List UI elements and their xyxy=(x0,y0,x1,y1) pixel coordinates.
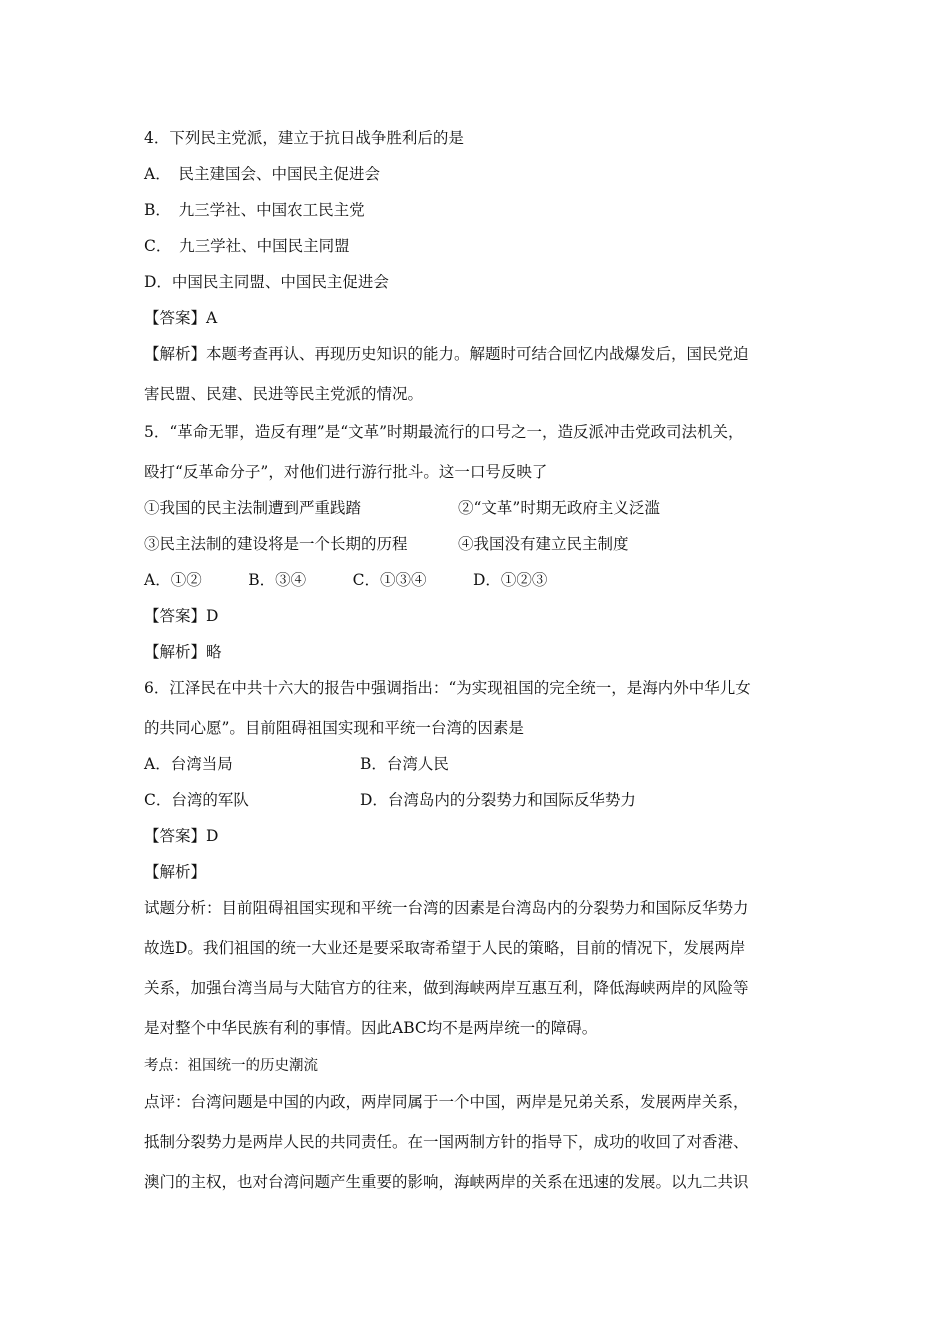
q5-stem-line-2: 殴打“反革命分子”，对他们进行游行批斗。这一口号反映了 xyxy=(144,463,548,481)
q6-analysis-line-4: 是对整个中华民族有利的事情。因此ABC均不是两岸统一的障碍。 xyxy=(144,1019,598,1037)
q4-analysis-line-1: 【解析】本题考查再认、再现历史知识的能力。解题时可结合回忆内战爆发后，国民党迫 xyxy=(144,345,749,363)
q4-option-c: C． 九三学社、中国民主同盟 xyxy=(144,237,350,255)
q6-analysis-line-2: 故选D。我们祖国的统一大业还是要采取寄希望于人民的策略，目前的情况下，发展两岸 xyxy=(144,939,746,957)
q6-stem-line-1: 6．江泽民在中共十六大的报告中强调指出：“为实现祖国的完全统一，是海内外中华儿女 xyxy=(144,679,751,697)
q6-option-c: C．台湾的军队 xyxy=(144,791,249,809)
q4-option-d: D．中国民主同盟、中国民主促进会 xyxy=(144,273,389,291)
q6-dianping-line-2: 抵制分裂势力是两岸人民的共同责任。在一国两制方针的指导下，成功的收回了对香港、 xyxy=(144,1133,749,1151)
q4-option-b: B． 九三学社、中国农工民主党 xyxy=(144,201,365,219)
q6-dianping-line-1: 点评：台湾问题是中国的内政，两岸同属于一个中国，两岸是兄弟关系，发展两岸关系， xyxy=(144,1093,749,1111)
q6-analysis-label: 【解析】 xyxy=(144,863,207,881)
q6-dianping-line-3: 澳门的主权，也对台湾问题产生重要的影响，海峡两岸的关系在迅速的发展。以九二共识 xyxy=(144,1173,749,1191)
q5-item-1: ①我国的民主法制遭到严重践踏 xyxy=(144,499,362,517)
q4-answer: 【答案】A xyxy=(144,309,218,327)
q6-option-a: A．台湾当局 xyxy=(144,755,233,773)
q5-item-3: ③民主法制的建设将是一个长期的历程 xyxy=(144,535,408,553)
q4-analysis-line-2: 害民盟、民建、民进等民主党派的情况。 xyxy=(144,385,424,403)
q5-analysis: 【解析】略 xyxy=(144,643,222,661)
q5-stem-line-1: 5．“革命无罪，造反有理”是“文革”时期最流行的口号之一，造反派冲击党政司法机关， xyxy=(144,423,744,441)
q5-item-2: ②“文革”时期无政府主义泛滥 xyxy=(458,499,660,517)
q6-option-b: B．台湾人民 xyxy=(360,755,449,773)
q5-options: A．①② B．③④ C．①③④ D．①②③ xyxy=(144,571,548,589)
q6-option-d: D．台湾岛内的分裂势力和国际反华势力 xyxy=(360,791,636,809)
q6-kaodian: 考点：祖国统一的历史潮流 xyxy=(144,1058,318,1074)
q6-stem-line-2: 的共同心愿”。目前阻碍祖国实现和平统一台湾的因素是 xyxy=(144,719,524,737)
q6-answer: 【答案】D xyxy=(144,827,219,845)
q5-item-4: ④我国没有建立民主制度 xyxy=(458,535,629,553)
q5-answer: 【答案】D xyxy=(144,607,219,625)
q4-stem: 4．下列民主党派，建立于抗日战争胜利后的是 xyxy=(144,129,464,147)
q6-analysis-line-1: 试题分析：目前阻碍祖国实现和平统一台湾的因素是台湾岛内的分裂势力和国际反华势力 xyxy=(144,899,749,917)
q6-analysis-line-3: 关系，加强台湾当局与大陆官方的往来，做到海峡两岸互惠互利，降低海峡两岸的风险等 xyxy=(144,979,749,997)
q4-option-a: A． 民主建国会、中国民主促进会 xyxy=(144,165,380,183)
